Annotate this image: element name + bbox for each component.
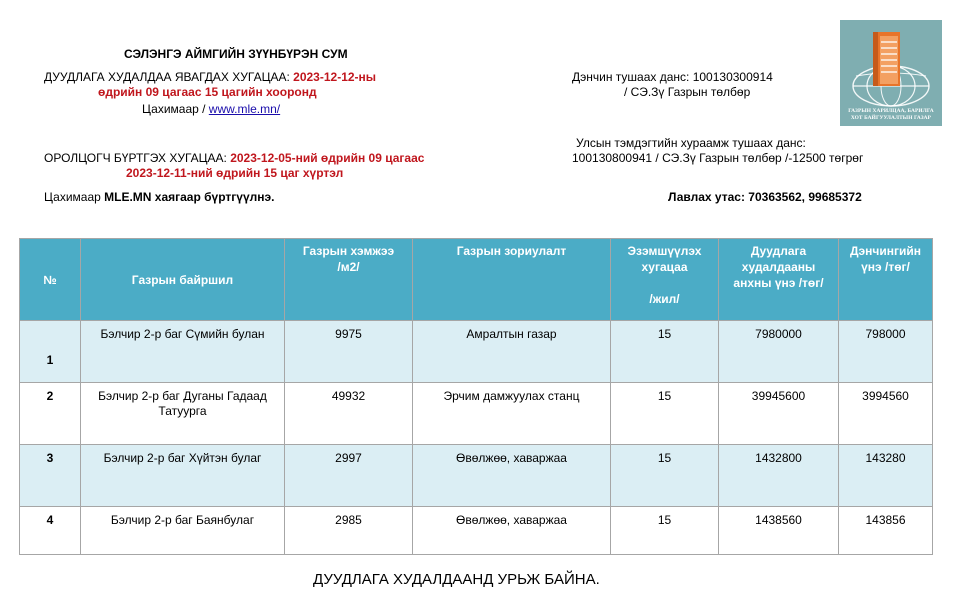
row-area: 9975: [285, 321, 413, 383]
registration-period-line: [44, 151, 424, 165]
col-header-start-price: Дуудлага худалдааны анхны үнэ /төг/: [719, 239, 839, 321]
registration-start: 2023-12-05-ний өдрийн 09 цагаас: [230, 151, 425, 165]
reference-phone: Лавлах утас: 70363562, 99685372: [668, 190, 862, 204]
row-deposit: 3994560: [839, 383, 933, 445]
row-start-price: 7980000: [719, 321, 839, 383]
col-header-deposit: Дэнчингийн үнэ /төг/: [839, 239, 933, 321]
online-line: [142, 102, 280, 116]
row-area: 49932: [285, 383, 413, 445]
row-location: Бэлчир 2-р баг Баянбулаг: [81, 507, 285, 555]
row-purpose: Өвөлжөө, хаваржаа: [413, 445, 611, 507]
row-deposit: 798000: [839, 321, 933, 383]
stamp-fee-account: 100130800941 / СЭ.Зү Газрын төлбөр /-12500 төгрөг: [572, 151, 864, 165]
table-row: [20, 445, 933, 507]
row-number: 3: [20, 445, 81, 507]
table-header-row: [20, 239, 933, 321]
row-location: Бэлчир 2-р баг Сүмийн булан: [81, 321, 285, 383]
table-row: [20, 321, 933, 383]
logo-line-2: ХОТ БАЙГУУЛАЛТЫН ГАЗАР: [850, 115, 932, 121]
row-term: 15: [611, 507, 719, 555]
row-purpose: Эрчим дамжуулах станц: [413, 383, 611, 445]
online-label: Цахимаар /: [142, 102, 209, 116]
registration-period-label: ОРОЛЦОГЧ БҮРТГЭХ ХУГАЦАА:: [44, 151, 231, 165]
row-location: Бэлчир 2-р баг Дуганы Гадаад Татуурга: [81, 383, 285, 445]
row-number: 2: [20, 383, 81, 445]
row-deposit: 143856: [839, 507, 933, 555]
stamp-fee-label: Улсын тэмдэгтийн хураамж тушаах данс:: [576, 136, 806, 150]
col-header-purpose: Газрын зориулалт: [413, 239, 611, 321]
row-term: 15: [611, 383, 719, 445]
land-lots-table: [19, 238, 933, 555]
table-row: [20, 507, 933, 555]
auction-invitation: ДУУДЛАГА ХУДАЛДААНД УРЬЖ БАЙНА.: [313, 571, 600, 588]
col-header-area: Газрын хэмжээ /м2/: [285, 239, 413, 321]
row-term: 15: [611, 321, 719, 383]
document-title: СЭЛЭНГЭ АЙМГИЙН ЗҮҮНБҮРЭН СУМ: [124, 47, 348, 61]
row-deposit: 143280: [839, 445, 933, 507]
auction-period-label: ДУУДЛАГА ХУДАЛДАА ЯВАГДАХ ХУГАЦАА:: [44, 70, 294, 84]
logo-line-1: ГАЗРЫН ХАРИЛЦАА, БАРИЛГА: [848, 108, 934, 114]
registration-online-suffix: хаягаар бүртгүүлнэ.: [151, 190, 275, 204]
registration-end: 2023-12-11-ний өдрийн 15 цаг хүртэл: [126, 166, 344, 180]
row-area: 2997: [285, 445, 413, 507]
row-number: 1: [20, 321, 81, 383]
auction-time: өдрийн 09 цагаас 15 цагийн хооронд: [98, 85, 317, 99]
registration-online-site: MLE.MN: [104, 190, 152, 204]
agency-logo: [840, 20, 942, 126]
row-area: 2985: [285, 507, 413, 555]
col-header-no: №: [20, 239, 81, 321]
online-link[interactable]: www.mle.mn/: [208, 102, 281, 116]
table-row: [20, 383, 933, 445]
row-start-price: 39945600: [719, 383, 839, 445]
row-term: 15: [611, 445, 719, 507]
row-start-price: 1438560: [719, 507, 839, 555]
row-start-price: 1432800: [719, 445, 839, 507]
row-purpose: Өвөлжөө, хаваржаа: [413, 507, 611, 555]
col-header-term: Эзэмшүүлэх хугацаа /жил/: [611, 239, 719, 321]
auction-date: 2023-12-12-ны: [293, 70, 377, 84]
deposit-account-owner: / СЭ.Зү Газрын төлбөр: [624, 85, 751, 99]
auction-period-line: [44, 70, 376, 84]
row-location: Бэлчир 2-р баг Хүйтэн булаг: [81, 445, 285, 507]
registration-online-prefix: Цахимаар: [44, 190, 105, 204]
row-number: 4: [20, 507, 81, 555]
col-header-location: Газрын байршил: [81, 239, 285, 321]
row-purpose: Амралтын газар: [413, 321, 611, 383]
deposit-account: Дэнчин тушаах данс: 100130300914: [572, 70, 773, 84]
registration-online-line: [44, 190, 274, 204]
